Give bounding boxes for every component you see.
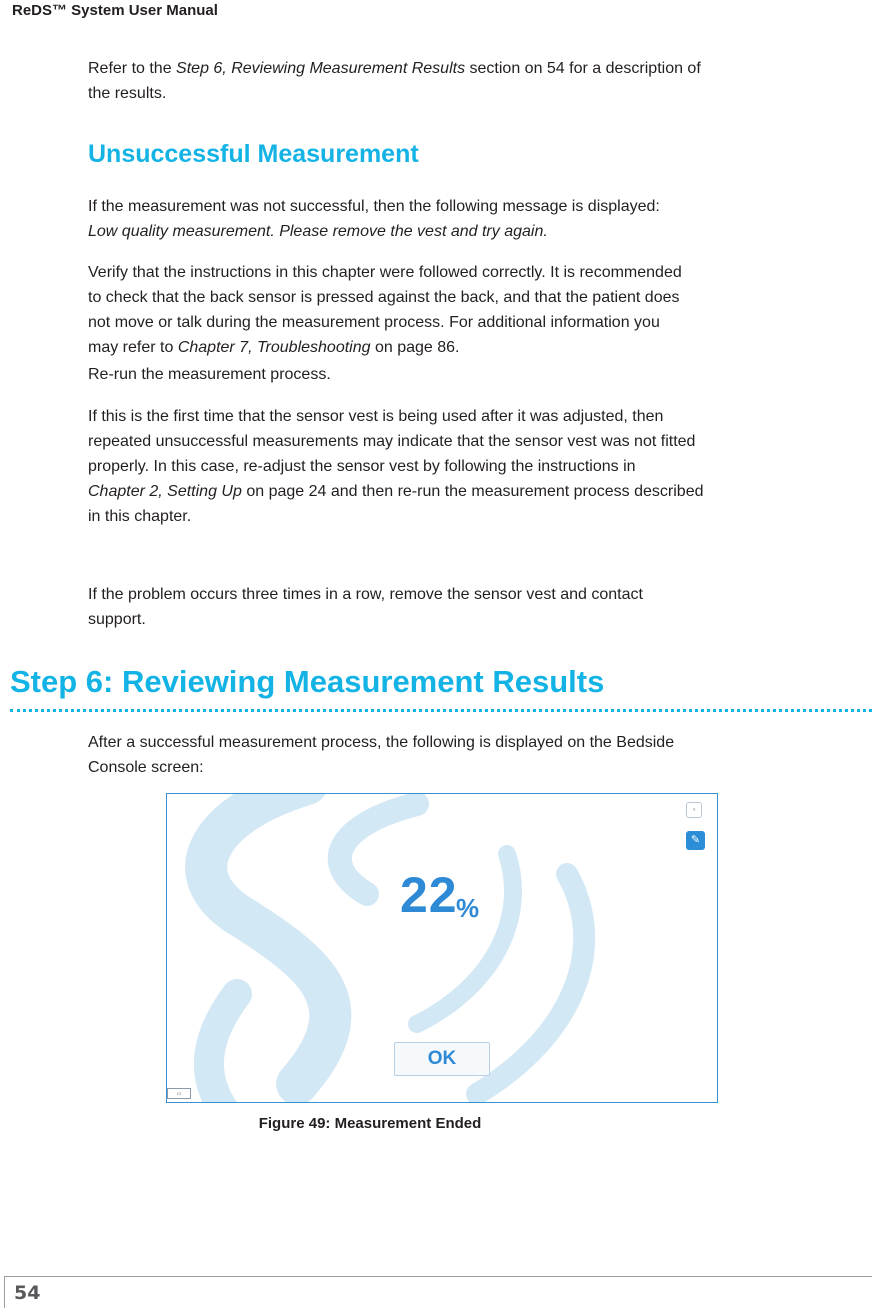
figure-caption: Figure 49: Measurement Ended — [258, 1115, 482, 1132]
corner-label-icon: ▭ — [167, 1088, 191, 1099]
troubleshooting-reference: Chapter 7, Troubleshooting — [177, 339, 371, 356]
step6-paragraph: After a successful measurement process, the following is displayed on the Bedside Console screen: — [88, 734, 675, 776]
intro-paragraph: Refer to the Step 6, Reviewing Measurement Results section on 54 for a description of the results. — [88, 60, 701, 102]
measurement-value: 22 — [400, 867, 458, 923]
measurement-ended-screenshot — [166, 793, 718, 1103]
unsuccessful-paragraph-2: Verify that the instructions in this chapter were followed correctly. It is recommended to check that the back sensor is pressed against the back, and that the patient does not move or talk during the measurement process. For additional information you may refer to Chapter 7, Troubleshooting on page 86. — [88, 264, 682, 356]
unsuccessful-paragraph-5: If the problem occurs three times in a row, remove the sensor vest and contact support. — [88, 586, 643, 628]
footer-rule — [4, 1276, 872, 1277]
footer-tick — [4, 1276, 5, 1308]
unsuccessful-heading: Unsuccessful Measurement — [88, 140, 419, 168]
edit-icon: ✎ — [686, 831, 705, 850]
unsuccessful-paragraph-3: Re-run the measurement process. — [88, 366, 331, 383]
running-header: ReDS™ System User Manual — [12, 2, 218, 19]
ok-button: OK — [394, 1042, 490, 1076]
step6-heading: Step 6: Reviewing Measurement Results — [10, 664, 605, 699]
unsuccessful-paragraph-4: If this is the first time that the sensor vest is being used after it was adjusted, then repeated unsuccessful measurements may indicate that the sensor vest was not fitted properly. In this case, re-adjust the sensor vest by following the instructions in Chapter 2, Setting Up on page 24 and then re-run the measurement process described in this chapter. — [88, 408, 704, 525]
heading-dotted-rule — [10, 709, 872, 712]
error-message: Low quality measurement. Please remove the vest and try again. — [88, 223, 548, 240]
unsuccessful-paragraph-1: If the measurement was not successful, then the following message is displayed: Low quality measurement. Please remove the vest and try again. — [88, 198, 660, 240]
setting-up-reference: Chapter 2, Setting Up — [88, 483, 242, 500]
window-control-button: ▫ — [686, 802, 702, 818]
page-number: 54 — [14, 1282, 41, 1304]
intro-cross-reference: Step 6, Reviewing Measurement Results — [176, 60, 466, 77]
measurement-unit: % — [456, 893, 480, 923]
